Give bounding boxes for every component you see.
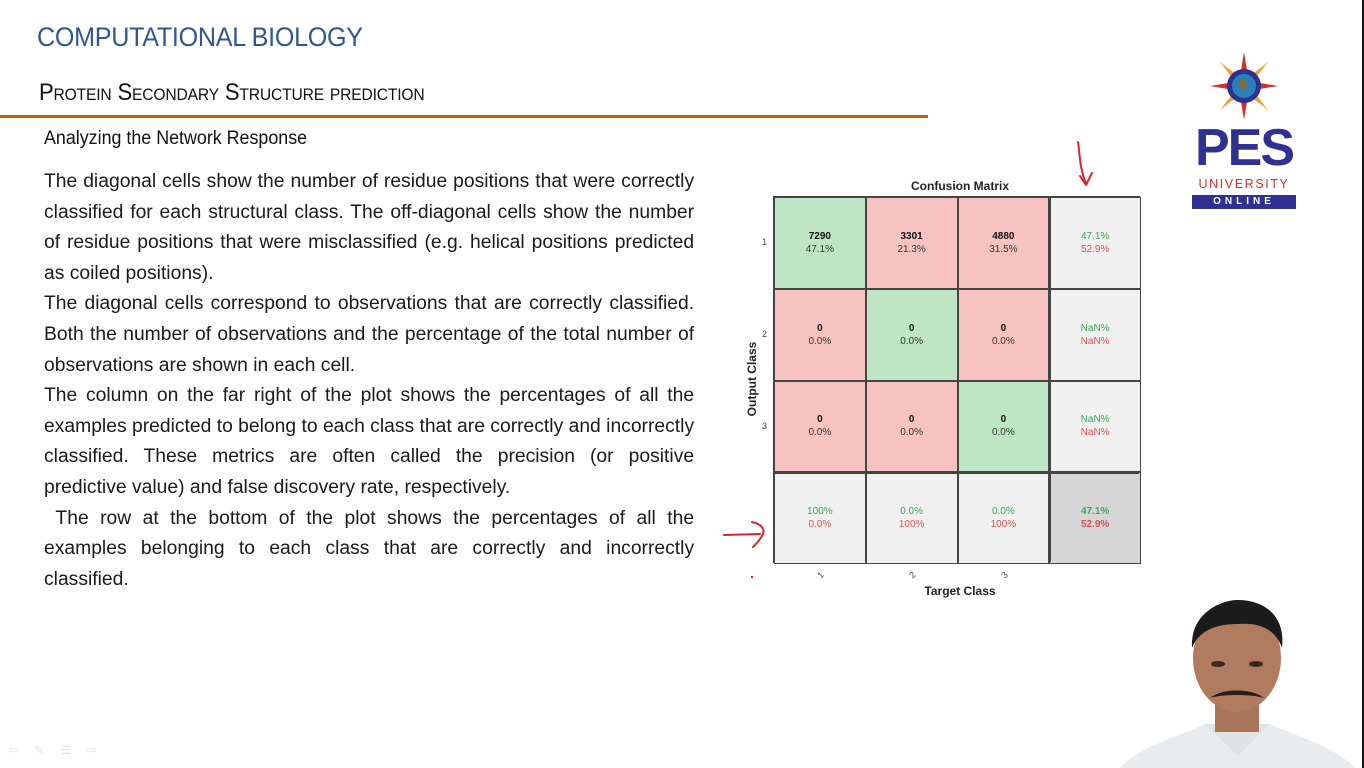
cell-count: 0 xyxy=(817,414,823,426)
col-summary-1 xyxy=(774,472,866,564)
paragraph-4: The row at the bottom of the plot shows the percentages of all the examples belonging to each class that are correctly and incorrectly classified. xyxy=(44,506,700,590)
cell-percent: 0.0% xyxy=(808,335,832,347)
menu-icon[interactable]: ☰ xyxy=(60,743,71,757)
cell-percent: 0.0% xyxy=(808,427,832,439)
prev-icon[interactable]: ⇦ xyxy=(8,743,19,757)
logo-wordmark: PES xyxy=(1194,119,1294,177)
course-title: COMPUTATIONAL BIOLOGY xyxy=(37,22,363,52)
fdr-value: 52.9% xyxy=(1080,243,1110,255)
x-tick-2: 2 xyxy=(907,569,918,581)
cell-r3-c2 xyxy=(866,381,958,473)
annotation-arrow-right-icon xyxy=(722,518,768,550)
cell-count: 0 xyxy=(908,322,915,334)
logo-subtitle: UNIVERSITY xyxy=(1198,177,1290,191)
paragraph-2: The diagonal cells correspond to observations that are correctly classified. Both the number of observations and the percentage of the total number of observations are shown in each cell. xyxy=(44,292,695,376)
col-summary-3 xyxy=(958,472,1050,564)
row-summary-3 xyxy=(1049,381,1141,473)
pen-icon[interactable]: ✎ xyxy=(34,743,45,757)
cell-count: 0 xyxy=(817,322,823,334)
paragraph-1: The diagonal cells show the number of residue positions that were correctly classified for each structural class. The off-diagonal cells show the number of residue positions that were misclassified (e.g. helical positions predicted as coiled positions). xyxy=(44,170,695,284)
annotation-dot xyxy=(751,576,753,578)
x-axis-label: Target Class xyxy=(924,584,996,598)
cell-percent: 0.0% xyxy=(900,427,924,439)
cell-count: 3301 xyxy=(900,230,923,242)
title-divider xyxy=(0,115,928,118)
cell-percent: 0.0% xyxy=(991,427,1015,439)
cell-count: 0 xyxy=(1000,322,1007,334)
slide-title: Protein Secondary Structure prediction xyxy=(39,79,425,106)
cell-r2-c1 xyxy=(774,289,866,381)
paragraph-3: The column on the far right of the plot shows the percentages of all the examples predicted to belong to each class that are correctly and incorrectly classified. These metrics are often called the precision (or positive predictive value) and false discovery rate, respectively. xyxy=(44,384,695,498)
overall-error: 52.9% xyxy=(1080,519,1110,531)
fnr-value: 100% xyxy=(990,519,1017,531)
annotation-arrow-down-icon xyxy=(1072,140,1096,190)
fdr-value: NaN% xyxy=(1080,427,1110,439)
precision-value: NaN% xyxy=(1080,322,1110,334)
next-icon[interactable]: ⇨ xyxy=(86,743,97,757)
confusion-matrix xyxy=(773,196,1140,563)
recall-value: 0.0% xyxy=(991,506,1015,518)
section-heading: Analyzing the Network Response xyxy=(44,128,308,149)
cell-r2-c3 xyxy=(958,289,1050,381)
cell-count: 7290 xyxy=(808,230,831,242)
slide-controls xyxy=(8,743,97,757)
cell-r1-c2 xyxy=(866,197,958,289)
body-text xyxy=(44,166,700,594)
cell-r1-c1 xyxy=(774,197,866,289)
col-summary-2 xyxy=(866,472,958,564)
summary-column-divider xyxy=(1049,197,1051,562)
cell-r1-c3 xyxy=(958,197,1050,289)
presenter-silhouette-icon xyxy=(1110,596,1362,768)
fnr-value: 100% xyxy=(898,519,925,531)
chart-title: Confusion Matrix xyxy=(911,179,1009,193)
fdr-value: NaN% xyxy=(1080,335,1110,347)
row-summary-2 xyxy=(1049,289,1141,381)
cell-percent: 47.1% xyxy=(805,243,835,255)
cell-count: 4880 xyxy=(992,230,1015,242)
cell-r3-c3 xyxy=(958,381,1050,473)
logo-tag: ONLINE xyxy=(1192,195,1296,209)
row-summary-1 xyxy=(1049,197,1141,289)
cell-percent: 0.0% xyxy=(900,335,924,347)
overall-accuracy-cell xyxy=(1049,472,1141,564)
summary-row-divider xyxy=(774,472,1139,474)
overall-accuracy: 47.1% xyxy=(1080,506,1110,518)
y-axis-label: Output Class xyxy=(745,341,759,417)
cell-count: 0 xyxy=(1000,414,1007,426)
recall-value: 100% xyxy=(807,506,833,518)
cell-r2-c2 xyxy=(866,289,958,381)
cell-percent: 31.5% xyxy=(989,243,1018,255)
fnr-value: 0.0% xyxy=(808,519,832,531)
precision-value: NaN% xyxy=(1080,414,1110,426)
cell-percent: 21.3% xyxy=(897,243,926,255)
x-tick-3: 3 xyxy=(999,569,1010,581)
x-tick-1: 1 xyxy=(815,569,826,581)
y-tick-1: 1 xyxy=(762,237,768,247)
presenter-video xyxy=(1110,596,1362,768)
y-tick-2: 2 xyxy=(762,329,768,339)
compass-globe-icon xyxy=(1210,52,1278,120)
cell-r3-c1 xyxy=(774,381,866,473)
recall-value: 0.0% xyxy=(900,506,924,518)
precision-value: 47.1% xyxy=(1080,230,1110,242)
cell-percent: 0.0% xyxy=(991,335,1015,347)
y-tick-3: 3 xyxy=(762,421,768,431)
cell-count: 0 xyxy=(908,414,915,426)
